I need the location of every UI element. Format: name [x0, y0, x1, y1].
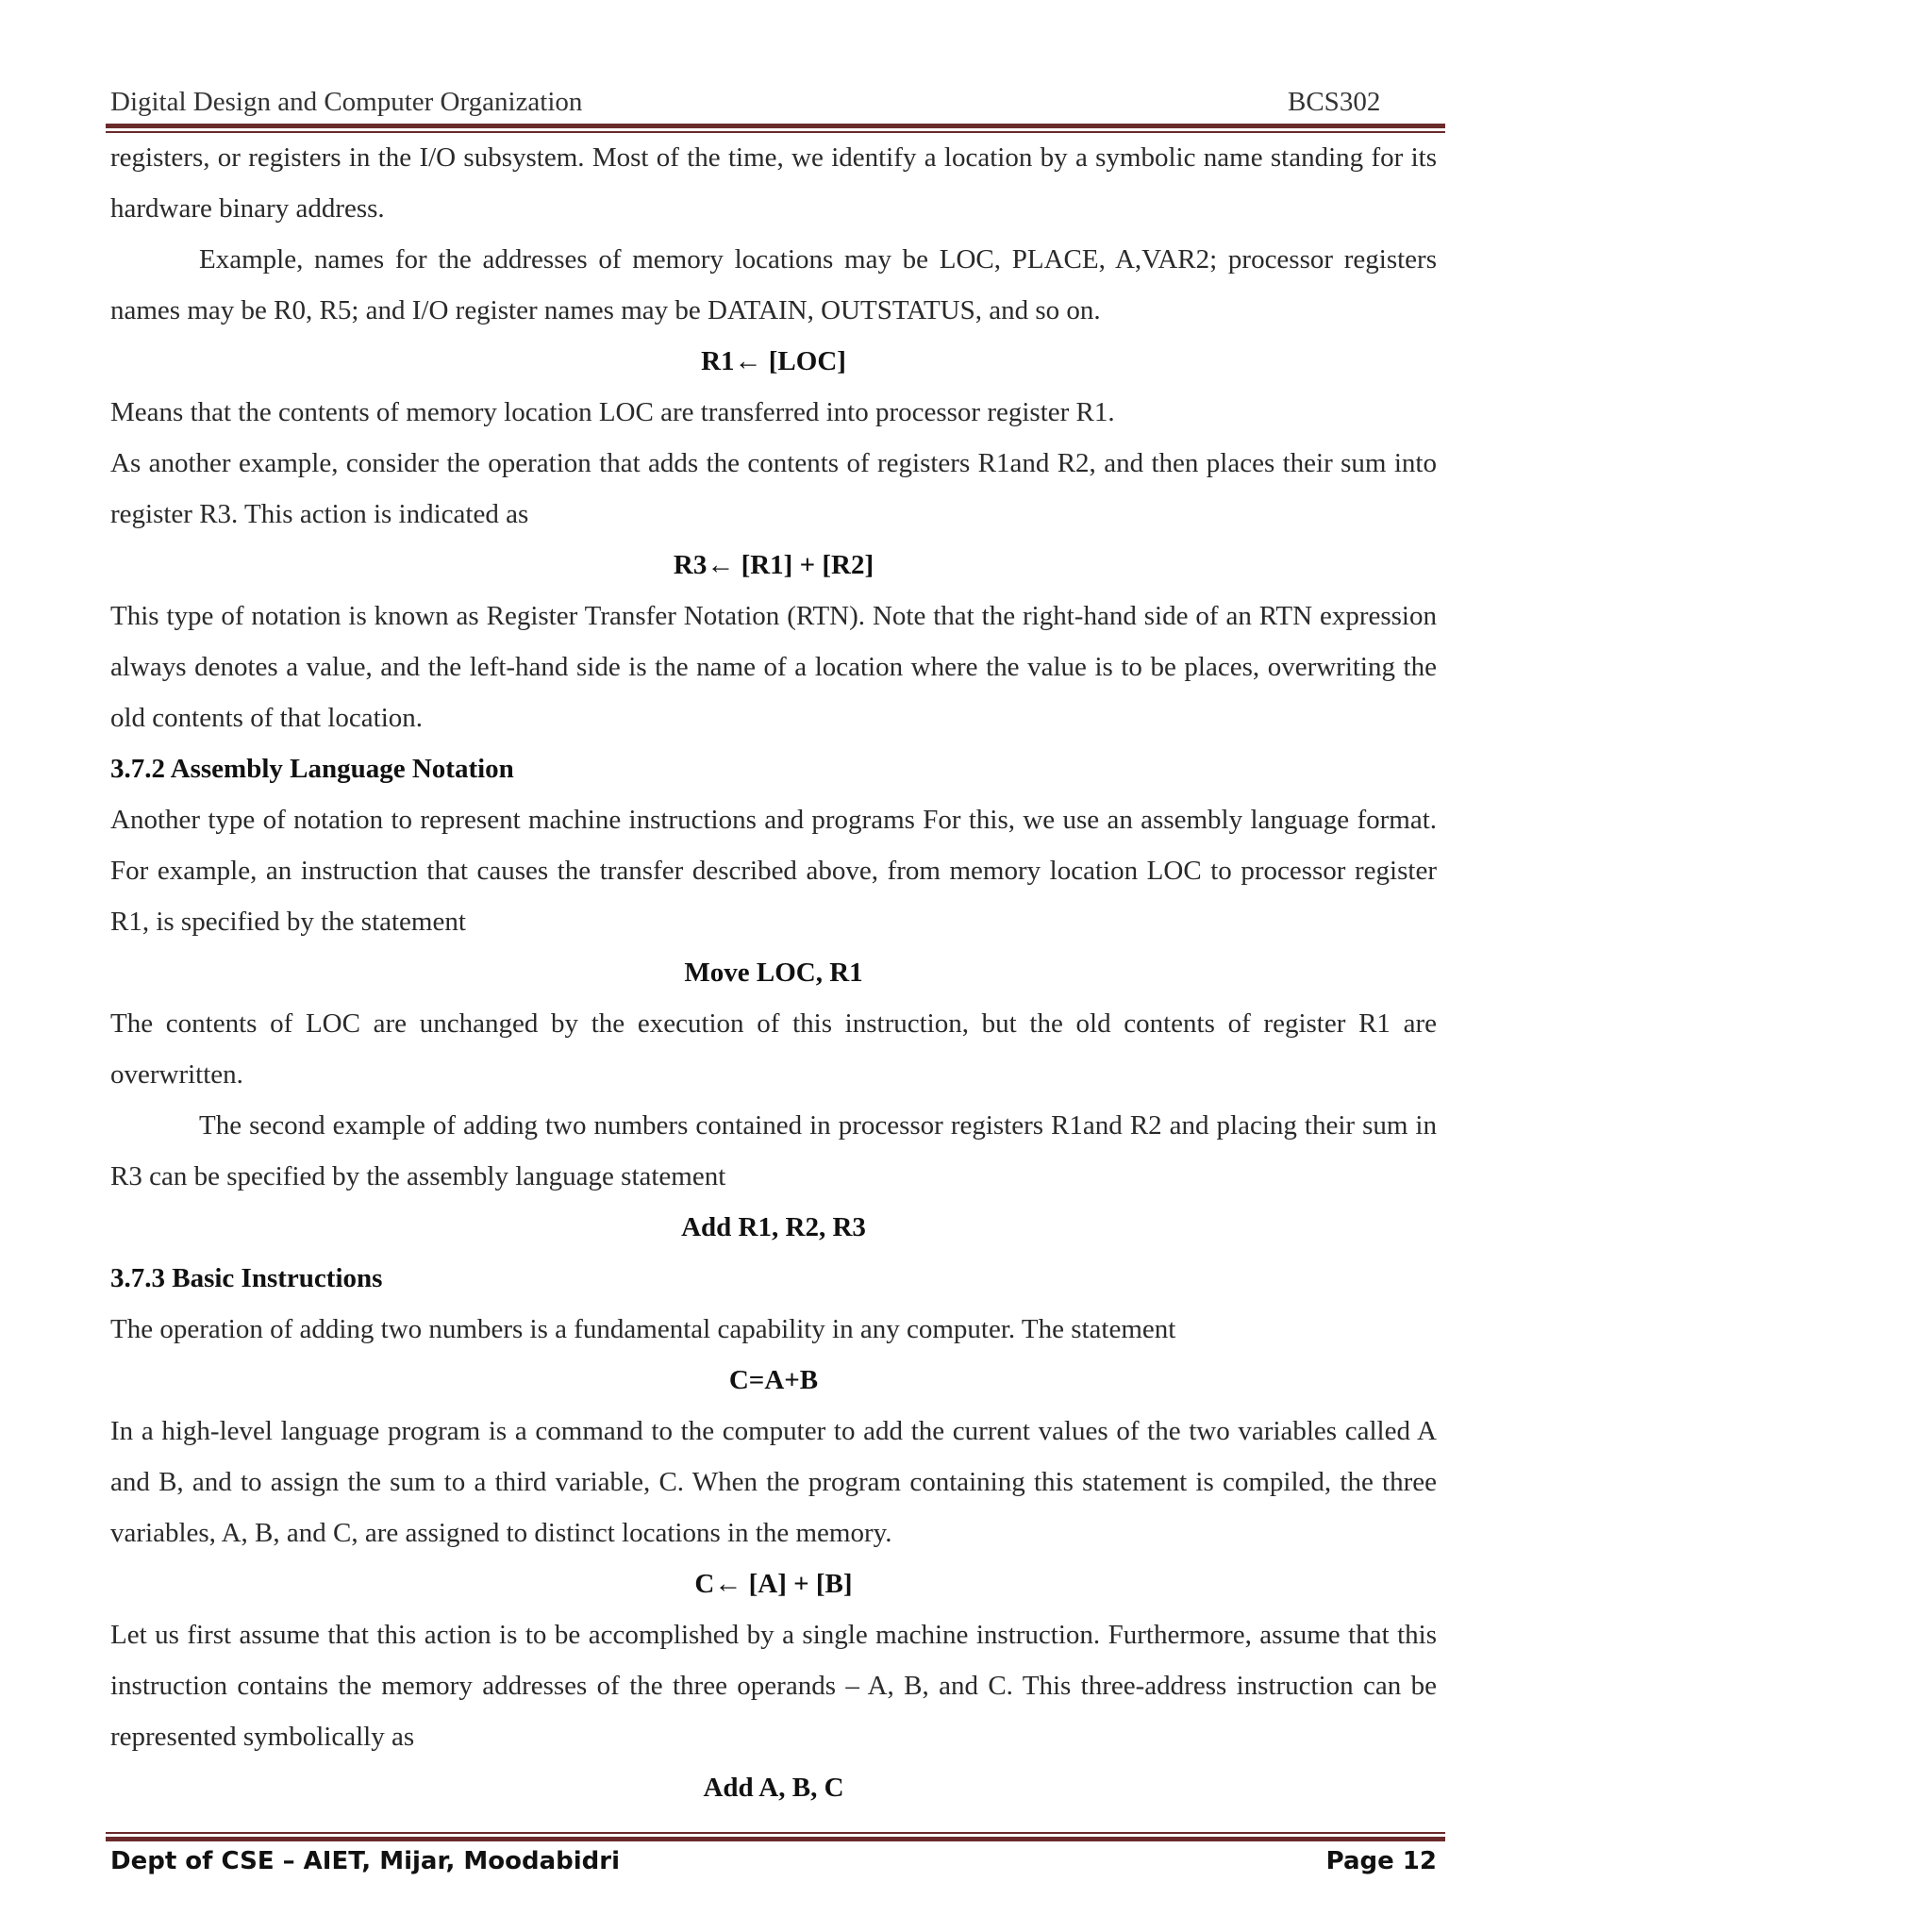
page-content — [110, 132, 1437, 1813]
paragraph: Another type of notation to represent machine instructions and programs For this, we use an assembly language format. For example, an instruction that causes the transfer described above, from memory location LOC to processor register R1, is specified by the statement — [110, 805, 1437, 937]
equation: R1← [LOC] — [701, 346, 846, 376]
footer-rule-thin — [106, 1832, 1445, 1834]
paragraph: As another example, consider the operation that adds the contents of registers R1and R2, and then places their sum into register R3. This action is indicated as — [110, 448, 1437, 529]
page-number: Page 12 — [1325, 1847, 1437, 1875]
section-heading: 3.7.2 Assembly Language Notation — [110, 754, 514, 784]
paragraph: The second example of adding two numbers contained in processor registers R1and R2 and placing their sum in R3 can be specified by the assembly language statement — [110, 1110, 1437, 1191]
header-title: Digital Design and Computer Organization — [110, 87, 583, 117]
equation: Add R1, R2, R3 — [681, 1212, 866, 1242]
equation: R3← [R1] + [R2] — [673, 550, 874, 580]
paragraph: The contents of LOC are unchanged by the execution of this instruction, but the old contents of register R1 are overwritten. — [110, 1008, 1437, 1090]
paragraph: Means that the contents of memory location LOC are transferred into processor register R1. — [110, 397, 1115, 427]
paragraph: Example, names for the addresses of memory locations may be LOC, PLACE, A,VAR2; processor registers names may be R0, R5; and I/O register names may be DATAIN, OUTSTATUS, and so on. — [110, 244, 1437, 325]
paragraph: Let us first assume that this action is to be accomplished by a single machine instruction. Furthermore, assume that this instruction contains the memory addresses of the three operands – A, B, and C. This three-address instruction can be represented symbolically as — [110, 1620, 1437, 1752]
section-heading: 3.7.3 Basic Instructions — [110, 1263, 383, 1293]
paragraph: In a high-level language program is a command to the computer to add the current values of the two variables called A and B, and to assign the sum to a third variable, C. When the program containing this statement is compiled, the three variables, A, B, and C, are assigned to distinct locations in the memory. — [110, 1416, 1437, 1548]
equation: C← [A] + [B] — [694, 1569, 853, 1599]
header-course-code: BCS302 — [1288, 87, 1381, 117]
paragraph: The operation of adding two numbers is a fundamental capability in any computer. The statement — [110, 1314, 1176, 1344]
paragraph: This type of notation is known as Register Transfer Notation (RTN). Note that the right-hand side of an RTN expression always denotes a value, and the left-hand side is the name of a location where the value is to be places, overwriting the old contents of that location. — [110, 601, 1437, 733]
equation: Move LOC, R1 — [684, 958, 863, 988]
footer-rule-thick — [106, 1837, 1445, 1841]
equation: Add A, B, C — [703, 1773, 844, 1803]
paragraph: registers, or registers in the I/O subsystem. Most of the time, we identify a location by a symbolic name standing for its hardware binary address. — [110, 142, 1437, 224]
footer-department: Dept of CSE – AIET, Mijar, Moodabidri — [110, 1847, 620, 1875]
equation: C=A+B — [728, 1365, 819, 1395]
page-header — [110, 87, 1441, 125]
header-rule-thick — [106, 124, 1445, 128]
